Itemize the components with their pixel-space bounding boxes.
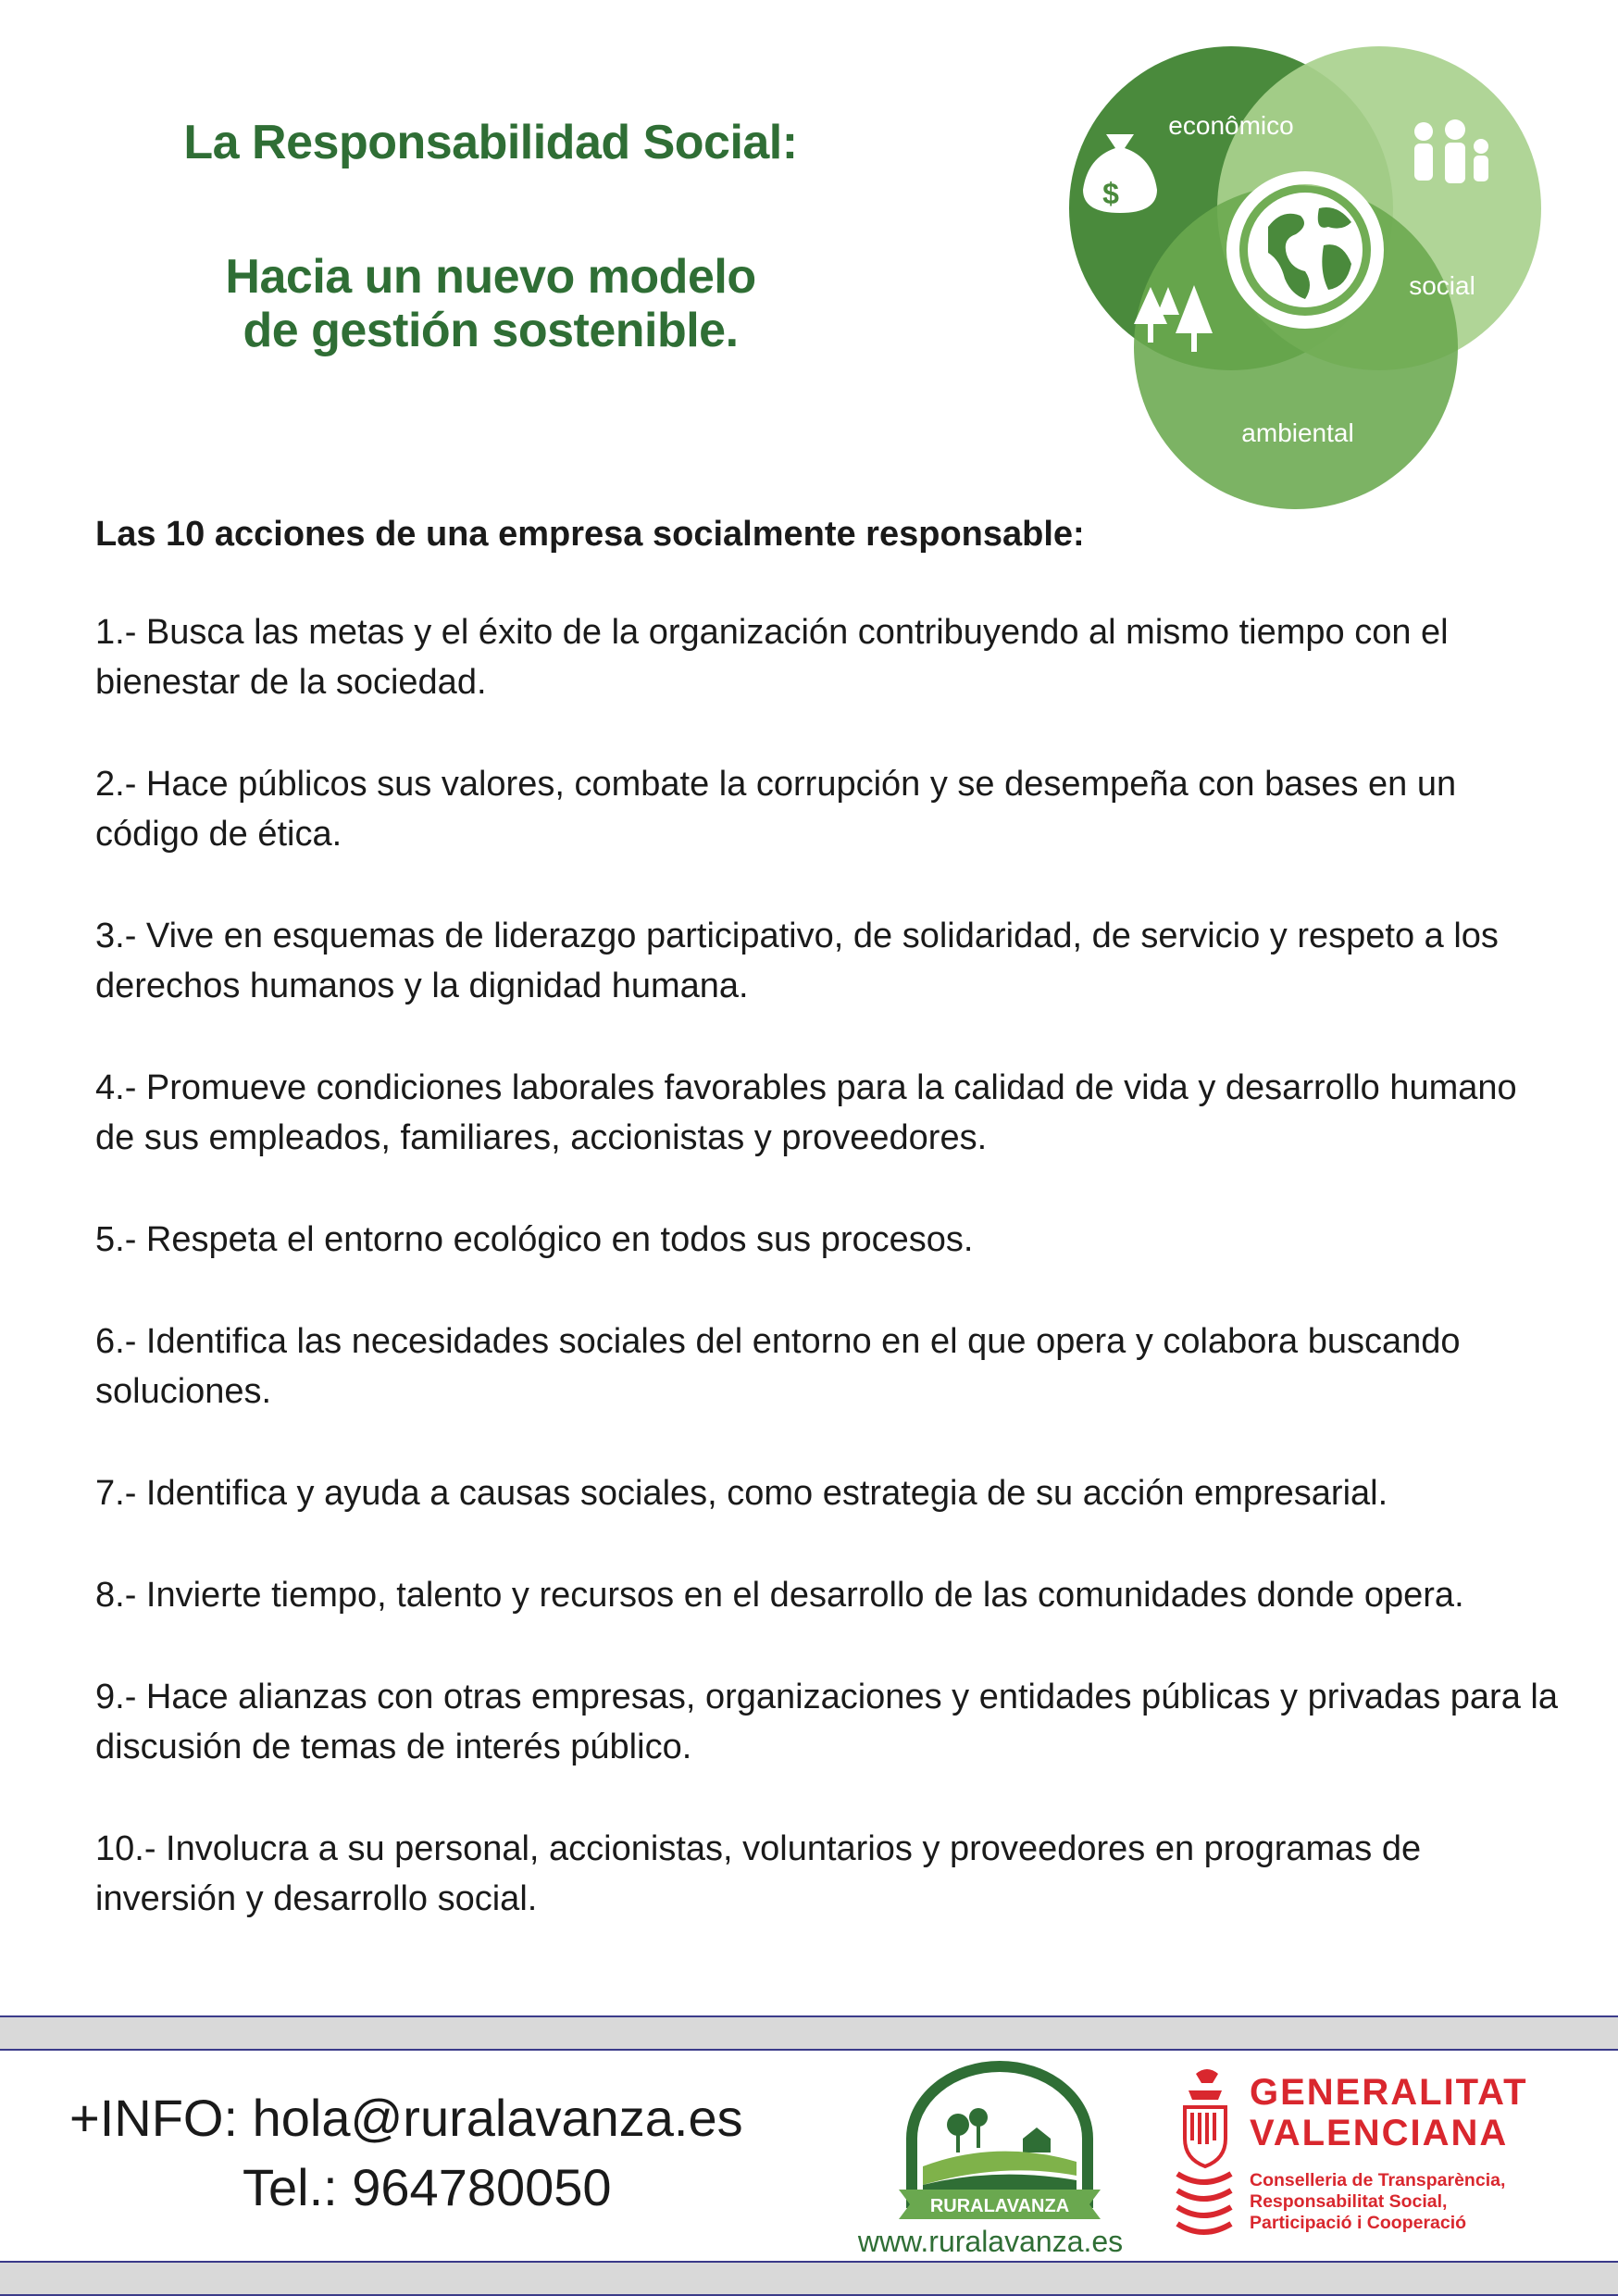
action-item: 1.- Busca las metas y el éxito de la organización contribuyendo al mismo tiempo con el bienestar de la sociedad. (95, 612, 1449, 702)
ruralavanza-logo (893, 2060, 1106, 2231)
gva-name-line-1: GENERALITAT (1250, 2072, 1528, 2113)
gva-name-line-2: VALENCIANA (1250, 2113, 1509, 2153)
gva-coat-of-arms-icon (1168, 2063, 1242, 2248)
svg-text:$: $ (1102, 177, 1119, 210)
action-item: 2.- Hace públicos sus valores, combate la corrupción y se desempeña con bases en un código de ética. (95, 764, 1457, 854)
action-item: 8.- Invierte tiempo, talento y recursos en el desarrollo de las comunidades donde opera. (95, 1575, 1464, 1615)
page-title: La Responsabilidad Social: (183, 116, 798, 169)
action-item: 5.- Respeta el entorno ecológico en todos sus procesos. (95, 1219, 974, 1259)
globe-icon (1233, 178, 1377, 322)
action-item: 3.- Vive en esquemas de liderazgo participativo, de solidaridad, de servicio y respeto a los derechos humanos y la dignidad humana. (95, 916, 1499, 1005)
actions-intro: Las 10 acciones de una empresa socialmente responsable: (95, 515, 1085, 554)
subtitle-line-2: de gestión sostenible. (243, 304, 739, 358)
actions-list (95, 607, 1558, 1924)
contact-email[interactable]: +INFO: hola@ruralavanza.es (69, 2089, 743, 2147)
economic-label: econômico (1168, 111, 1294, 140)
subtitle-line-1: Hacia un nuevo modelo (225, 250, 756, 304)
action-item: 9.- Hace alianzas con otras empresas, organizaciones y entidades públicas y privadas para la discusión de temas de interés público. (95, 1677, 1558, 1766)
action-item: 6.- Identifica las necesidades sociales del entorno en el que opera y colabora buscando soluciones. (95, 1321, 1461, 1411)
ruralavanza-logo-text: RURALAVANZA (929, 2196, 1070, 2216)
gva-sub-line-3: Participació i Cooperació (1250, 2213, 1467, 2233)
contact-phone[interactable]: Tel.: 964780050 (243, 2158, 612, 2216)
footer-band-bottom (0, 2261, 1618, 2296)
ruralavanza-url[interactable]: www.ruralavanza.es (857, 2225, 1124, 2258)
actions-section (95, 514, 1558, 1976)
gva-sub-line-2: Responsabilitat Social, (1250, 2191, 1448, 2212)
action-item: 7.- Identifica y ayuda a causas sociales, como estrategia de su acción empresarial. (95, 1473, 1388, 1513)
environmental-label: ambiental (1241, 418, 1354, 447)
footer-band-top (0, 2015, 1618, 2051)
sustainability-venn-diagram (1046, 37, 1564, 518)
gva-sub-line-1: Conselleria de Transparència, (1250, 2170, 1506, 2190)
generalitat-valenciana-logo (1168, 2063, 1594, 2248)
gva-department (1250, 2170, 1505, 2234)
action-item: 4.- Promueve condiciones laborales favorables para la calidad de vida y desarrollo humano de sus empleados, familiares, accionistas y proveedores. (95, 1067, 1517, 1157)
action-item: 10.- Involucra a su personal, accionistas, voluntarios y proveedores en programas de inversión y desarrollo social. (95, 1828, 1422, 1918)
page-subtitle (120, 250, 861, 357)
social-label: social (1409, 271, 1475, 300)
gva-name (1250, 2072, 1528, 2153)
